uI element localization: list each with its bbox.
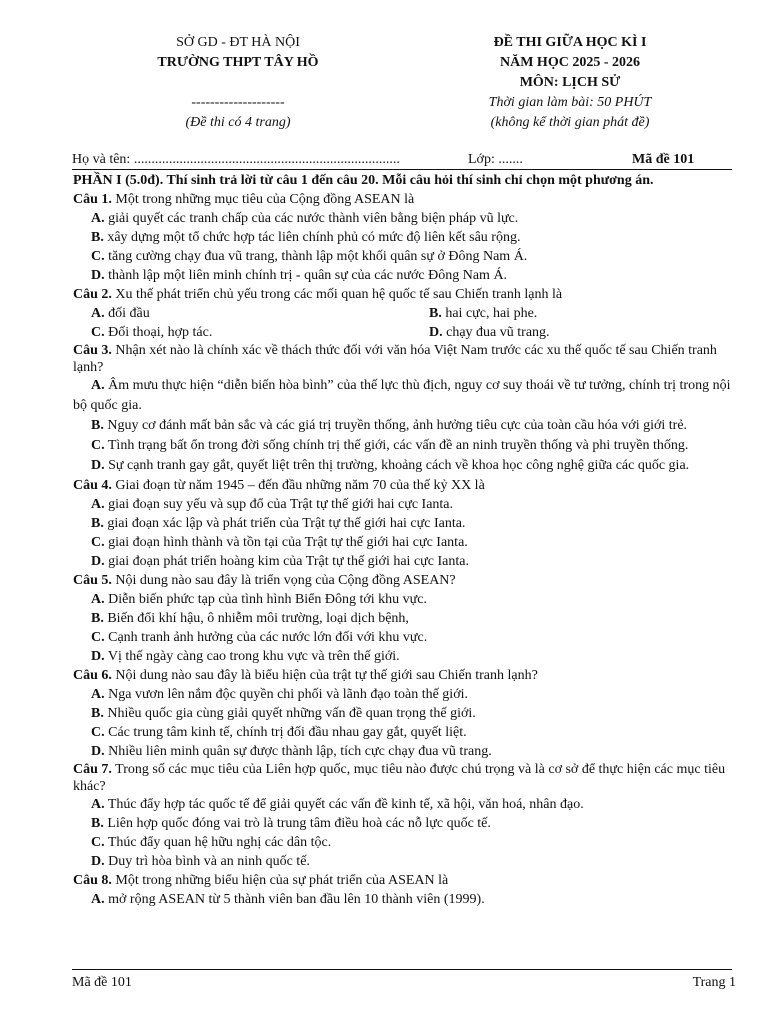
option-d: D. Nhiều liên minh quân sự được thành lập, tích cực chạy đua vũ trang. <box>91 744 492 759</box>
option-c: C. Các trung tâm kinh tế, chính trị đối đầu nhau gay gắt, quyết liệt. <box>91 725 467 740</box>
option-d: D. Vị thế ngày càng cao trong khu vực và trên thế giới. <box>91 649 400 664</box>
option-b: B. hai cực, hai phe. <box>429 306 538 321</box>
separator-dashes: -------------------- <box>191 95 285 110</box>
exam-title: ĐỀ THI GIỮA HỌC KÌ I <box>493 35 647 50</box>
question-number: Câu 6. <box>73 668 112 683</box>
header-right <box>440 33 700 133</box>
question-5 <box>73 571 733 666</box>
question-number: Câu 2. <box>73 287 112 302</box>
option-a: A. Nga vươn lên nắm độc quyền chi phối và lãnh đạo toàn thế giới. <box>91 687 468 702</box>
question-number: Câu 7. <box>73 762 112 777</box>
question-number: Câu 3. <box>73 343 112 358</box>
question-8 <box>73 871 733 909</box>
footer-exam-code: Mã đề 101 <box>72 975 132 990</box>
option-b: B. Liên hợp quốc đóng vai trò là trung tâm điều hoà các nỗ lực quốc tế. <box>91 816 491 831</box>
option-b: B. giai đoạn xác lập và phát triển của Trật tự thế giới hai cực Ianta. <box>91 516 466 531</box>
option-a: A. mở rộng ASEAN từ 5 thành viên ban đầu lên 10 thành viên (1999). <box>91 892 485 907</box>
question-text: Xu thế phát triển chủ yếu trong các mối quan hệ quốc tế sau Chiến tranh lạnh là <box>111 287 563 302</box>
footer-page-number: Trang 1 <box>692 975 736 990</box>
school-name: TRƯỜNG THPT TÂY HỒ <box>157 55 319 70</box>
question-number: Câu 4. <box>73 478 112 493</box>
question-text: Một trong những biểu hiện của sự phát triển của ASEAN là <box>111 873 449 888</box>
question-2 <box>73 285 733 342</box>
option-c: C. tăng cường chạy đua vũ trang, thành lập một khối quân sự ở Đông Nam Á. <box>91 249 528 264</box>
question-number: Câu 1. <box>73 192 112 207</box>
student-name-field: Họ và tên: ............................................................................ <box>72 152 400 167</box>
exam-code: Mã đề 101 <box>632 152 695 167</box>
option-a: A. giai đoạn suy yếu và sụp đổ của Trật tự thế giới hai cực Ianta. <box>91 497 454 512</box>
question-text: Nhận xét nào là chính xác về thách thức đối với văn hóa Việt Nam trước các xu thế quốc tế sau Chiến tranh lạnh? <box>73 343 717 375</box>
department-name: SỞ GD - ĐT HÀ NỘI <box>176 35 300 50</box>
question-3 <box>73 342 733 476</box>
option-b: B. Biến đổi khí hậu, ô nhiễm môi trường, loại dịch bệnh, <box>91 611 409 626</box>
part-1-instruction: PHẦN I (5.0đ). Thí sinh trả lời từ câu 1 đến câu 20. Mỗi câu hỏi thí sinh chỉ chọn một phương án. <box>73 173 654 188</box>
option-b: B. Nguy cơ đánh mất bản sắc và các giá trị truyền thống, ảnh hưởng tiêu cực của toàn cầu hóa với giới trẻ. <box>91 418 688 433</box>
subject: MÔN: LỊCH SỬ <box>519 75 621 90</box>
option-b: B. Nhiều quốc gia cùng giải quyết những vấn đề quan trọng thế giới. <box>91 706 476 721</box>
question-4 <box>73 476 733 571</box>
option-d: D. chạy đua vũ trang. <box>429 325 550 340</box>
question-text: Trong số các mục tiêu của Liên hợp quốc, mục tiêu nào được chú trọng và là cơ sở để thực hiện các mục tiêu khác? <box>73 762 726 794</box>
option-c: C. Cạnh tranh ảnh hưởng của các nước lớn đối với khu vực. <box>91 630 428 645</box>
exam-content <box>73 171 733 909</box>
question-text: Một trong những mục tiêu của Cộng đồng ASEAN là <box>111 192 415 207</box>
header-divider <box>72 169 732 170</box>
question-number: Câu 5. <box>73 573 112 588</box>
page-count-note: (Đề thi có 4 trang) <box>185 115 291 130</box>
student-info-line <box>72 150 732 170</box>
option-c: C. Tình trạng bất ổn trong đời sống chính trị thế giới, các vấn đề an ninh truyền thống và phi truyền thống. <box>91 438 689 453</box>
question-6 <box>73 666 733 761</box>
class-field: Lớp: ....... <box>468 152 523 167</box>
option-a: A. đối đầu <box>91 306 150 321</box>
time-limit: Thời gian làm bài: 50 PHÚT <box>488 95 652 110</box>
school-year: NĂM HỌC 2025 - 2026 <box>500 55 640 70</box>
option-a: A. giải quyết các tranh chấp của các nước thành viên bằng biện pháp vũ lực. <box>91 211 519 226</box>
option-c: C. Đối thoại, hợp tác. <box>91 325 213 340</box>
option-d: D. Duy trì hòa bình và an ninh quốc tế. <box>91 854 310 869</box>
option-a: A. Âm mưu thực hiện “diễn biến hòa bình” của thế lực thù địch, nguy cơ suy thoái về tư tưởng, chính trị trong nội bộ quốc gia. <box>73 378 731 413</box>
option-c: C. Thúc đẩy quan hệ hữu nghị các dân tộc. <box>91 835 332 850</box>
option-c: C. giai đoạn hình thành và tồn tại của Trật tự thế giới hai cực Ianta. <box>91 535 468 550</box>
option-b: B. xây dựng một tổ chức hợp tác liên chính phủ có mức độ liên kết sâu rộng. <box>91 230 521 245</box>
option-a: A. Thúc đẩy hợp tác quốc tế để giải quyết các vấn đề kinh tế, xã hội, văn hoá, nhân đạo. <box>91 797 584 812</box>
option-d: D. Sự cạnh tranh gay gắt, quyết liệt trên thị trường, khoảng cách về khoa học công nghệ giữa các quốc gia. <box>91 458 690 473</box>
question-number: Câu 8. <box>73 873 112 888</box>
question-1 <box>73 190 733 285</box>
option-a: A. Diễn biến phức tạp của tình hình Biển Đông tới khu vực. <box>91 592 427 607</box>
option-d: D. giai đoạn phát triển hoàng kim của Trật tự thế giới hai cực Ianta. <box>91 554 469 569</box>
header-left <box>118 33 358 133</box>
option-d: D. thành lập một liên minh chính trị - quân sự của các nước Đông Nam Á. <box>91 268 508 283</box>
footer-divider <box>72 969 732 970</box>
question-7 <box>73 761 733 871</box>
question-text: Giai đoạn từ năm 1945 – đến đầu những năm 70 của thế kỷ XX là <box>111 478 485 493</box>
question-text: Nội dung nào sau đây là biểu hiện của trật tự thế giới sau Chiến tranh lạnh? <box>111 668 538 683</box>
question-text: Nội dung nào sau đây là triển vọng của Cộng đồng ASEAN? <box>111 573 456 588</box>
time-note: (không kể thời gian phát đề) <box>490 115 650 130</box>
